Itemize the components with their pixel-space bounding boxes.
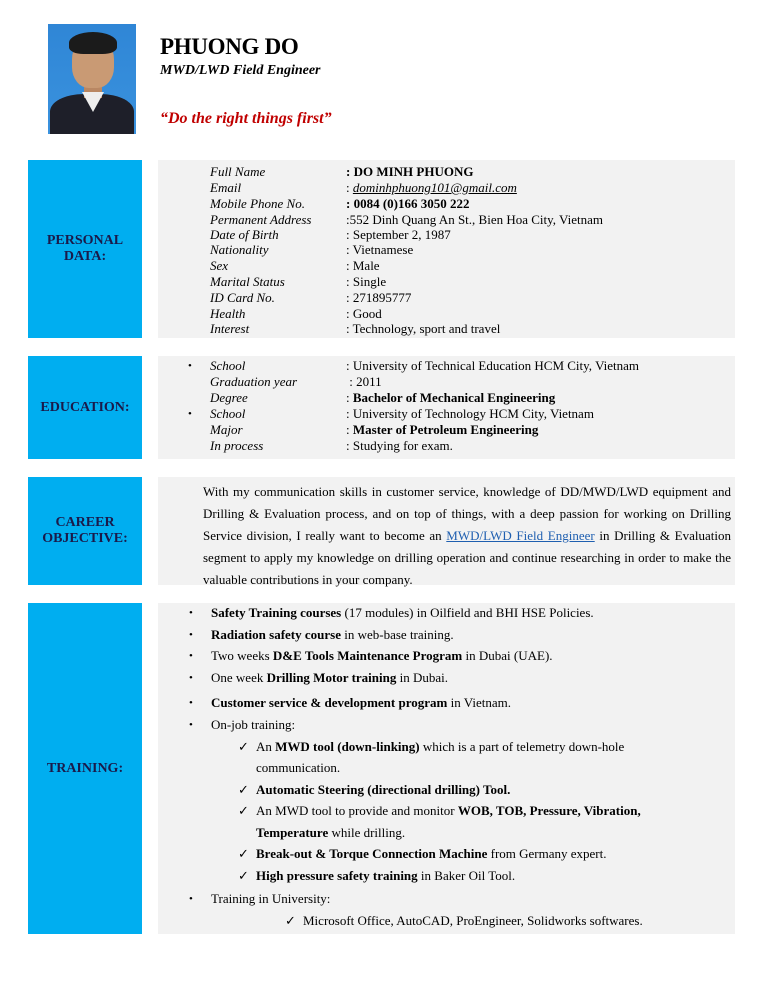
- field-key: Health: [210, 306, 246, 321]
- training-item: [189, 648, 553, 664]
- check-icon: ✓: [238, 782, 249, 797]
- personal-row: [210, 196, 470, 212]
- section-label-education-text: EDUCATION:: [40, 399, 130, 415]
- target-role-link[interactable]: MWD/LWD Field Engineer: [446, 528, 595, 543]
- sub-rest: in Baker Oil Tool.: [417, 868, 516, 883]
- field-value: :552 Dinh Quang An St., Bien Hoa City, Vietnam: [346, 212, 604, 227]
- training-rest: in Dubai.: [396, 670, 448, 685]
- personal-row: [210, 164, 474, 180]
- field-key: Mobile Phone No.: [210, 196, 305, 211]
- sub-rest: from Germany expert.: [487, 846, 607, 861]
- training-bold: Drilling Motor training: [266, 670, 397, 685]
- career-text-part2: in Drilling & Evaluation segment to apply my knowledge on drilling operation and continue researching in order to make the valuable contributions in your company.: [203, 528, 731, 587]
- bullet-icon: •: [188, 360, 192, 372]
- field-key: Marital Status: [210, 274, 285, 289]
- sub-pre: An: [256, 739, 276, 754]
- field-value: Bachelor of Mechanical Engineering: [352, 390, 556, 405]
- personal-row: [210, 306, 382, 322]
- field-value: : September 2, 1987: [346, 227, 451, 242]
- sub-pre: An MWD tool to provide and monitor: [256, 803, 458, 818]
- bullet-icon: •: [188, 408, 192, 420]
- sub-rest: which is a part of telemetry down-hole: [419, 739, 625, 754]
- education-row: [210, 390, 556, 406]
- personal-row: [210, 258, 380, 274]
- personal-row: [210, 321, 501, 337]
- section-label-training-text: TRAINING:: [46, 760, 124, 776]
- section-label-training: [28, 603, 142, 934]
- field-value: : Good: [346, 306, 382, 321]
- training-item: [189, 605, 594, 621]
- education-row: [188, 358, 640, 374]
- training-subitem-continuation: communication.: [256, 760, 341, 775]
- value-prefix: :: [346, 390, 353, 405]
- personal-row: [210, 227, 451, 243]
- training-subitem: [238, 846, 607, 862]
- field-value: : Technology, sport and travel: [346, 321, 501, 336]
- section-label-personal-text: PERSONAL DATA:: [46, 233, 124, 264]
- training-panel: [158, 603, 735, 934]
- personal-data-panel: [158, 160, 735, 338]
- field-value: Master of Petroleum Engineering: [352, 422, 539, 437]
- section-label-personal: [28, 160, 142, 338]
- sub-bold: WOB, TOB, Pressure, Vibration,: [457, 803, 641, 818]
- field-key: Degree: [210, 390, 248, 405]
- training-item: [189, 627, 454, 643]
- cont-rest: while drilling.: [328, 825, 406, 840]
- training-pre: One week: [211, 670, 267, 685]
- field-key: Email: [210, 180, 242, 195]
- section-label-career: [28, 477, 142, 585]
- bullet-icon: •: [189, 672, 193, 684]
- training-bold: Safety Training courses: [211, 605, 342, 620]
- career-text-part1: With my communication skills in customer service, knowledge of DD/MWD/LWD equipment and Drilling & Evaluation process, and on top of things, with a deep passion for working on Drilling Service division, I really want to become an: [203, 484, 731, 543]
- training-item: [189, 891, 331, 907]
- field-key: School: [210, 406, 246, 421]
- field-value: : University of Technical Education HCM City, Vietnam: [346, 358, 640, 373]
- training-subitem: [238, 868, 516, 884]
- career-panel: [158, 477, 735, 585]
- candidate-role: MWD/LWD Field Engineer: [160, 63, 321, 78]
- personal-row: [210, 274, 387, 290]
- bullet-icon: •: [189, 719, 193, 731]
- training-subitem: [238, 739, 625, 755]
- training-item: [189, 695, 511, 711]
- email-prefix: :: [346, 180, 353, 195]
- field-value: : 2011: [346, 374, 382, 389]
- check-icon: ✓: [285, 913, 296, 928]
- field-value: : 0084 (0)166 3050 222: [346, 196, 470, 211]
- check-icon: ✓: [238, 803, 249, 818]
- sub-bold: Automatic Steering (directional drilling) Tool.: [256, 782, 511, 797]
- field-value: : Single: [346, 274, 387, 289]
- field-key: Graduation year: [210, 374, 298, 389]
- profile-photo: [48, 24, 136, 134]
- training-subitem: [238, 803, 641, 819]
- check-icon: ✓: [238, 868, 249, 883]
- section-label-education: [28, 356, 142, 459]
- bullet-icon: •: [189, 697, 193, 709]
- field-key: Sex: [210, 258, 229, 273]
- field-value: : 271895777: [346, 290, 412, 305]
- sub-text: Microsoft Office, AutoCAD, ProEngineer, Solidworks softwares.: [303, 913, 643, 928]
- field-key: ID Card No.: [210, 290, 275, 305]
- candidate-name: PHUONG DO: [160, 34, 299, 59]
- sub-bold: High pressure safety training: [256, 868, 418, 883]
- check-icon: ✓: [238, 739, 249, 754]
- education-row: [188, 406, 594, 422]
- field-key: Full Name: [210, 164, 266, 179]
- check-icon: ✓: [238, 846, 249, 861]
- bullet-icon: •: [189, 650, 193, 662]
- training-item: [189, 717, 296, 733]
- education-row: [210, 438, 453, 454]
- personal-row: [210, 290, 412, 306]
- field-key: Interest: [210, 321, 250, 336]
- training-subitem-continuation: [256, 825, 405, 841]
- training-rest: in web-base training.: [341, 627, 454, 642]
- training-subitem: [285, 913, 643, 929]
- training-bold: Customer service & development program: [211, 695, 448, 710]
- training-subitem: [238, 782, 511, 798]
- email-link[interactable]: dominhphuong101@gmail.com: [352, 180, 517, 195]
- training-bold: D&E Tools Maintenance Program: [272, 648, 463, 663]
- education-row: [210, 374, 382, 390]
- field-value: : DO MINH PHUONG: [346, 164, 474, 179]
- motto-quote: “Do the right things first”: [160, 110, 332, 127]
- bullet-icon: •: [189, 607, 193, 619]
- field-value: : Studying for exam.: [346, 438, 453, 453]
- value-prefix: :: [346, 422, 353, 437]
- field-key: Major: [210, 422, 243, 437]
- bullet-icon: •: [189, 629, 193, 641]
- field-key: In process: [210, 438, 264, 453]
- sub-bold: Break-out & Torque Connection Machine: [256, 846, 488, 861]
- personal-row: [210, 242, 414, 258]
- training-rest: (17 modules) in Oilfield and BHI HSE Policies.: [341, 605, 594, 620]
- section-label-career-text: CAREER OBJECTIVE:: [42, 515, 128, 546]
- field-value: : Male: [346, 258, 380, 273]
- training-item: [189, 670, 448, 686]
- career-objective-text: [203, 481, 731, 591]
- field-key: Permanent Address: [210, 212, 312, 227]
- personal-row: [210, 212, 604, 228]
- personal-row: [210, 180, 517, 196]
- bullet-icon: •: [189, 893, 193, 905]
- field-key: Nationality: [210, 242, 269, 257]
- training-rest: in Dubai (UAE).: [462, 648, 553, 663]
- field-value: : Vietnamese: [346, 242, 414, 257]
- field-value: : University of Technology HCM City, Vietnam: [346, 406, 594, 421]
- training-pre: Training in University:: [211, 891, 331, 906]
- training-bold: Radiation safety course: [211, 627, 341, 642]
- cont-bold: Temperature: [256, 825, 329, 840]
- training-pre: On-job training:: [211, 717, 296, 732]
- field-key: School: [210, 358, 246, 373]
- field-key: Date of Birth: [210, 227, 279, 242]
- training-pre: Two weeks: [211, 648, 273, 663]
- training-rest: in Vietnam.: [447, 695, 511, 710]
- education-row: [210, 422, 539, 438]
- education-panel: [158, 356, 735, 459]
- sub-bold: MWD tool (down-linking): [275, 739, 420, 754]
